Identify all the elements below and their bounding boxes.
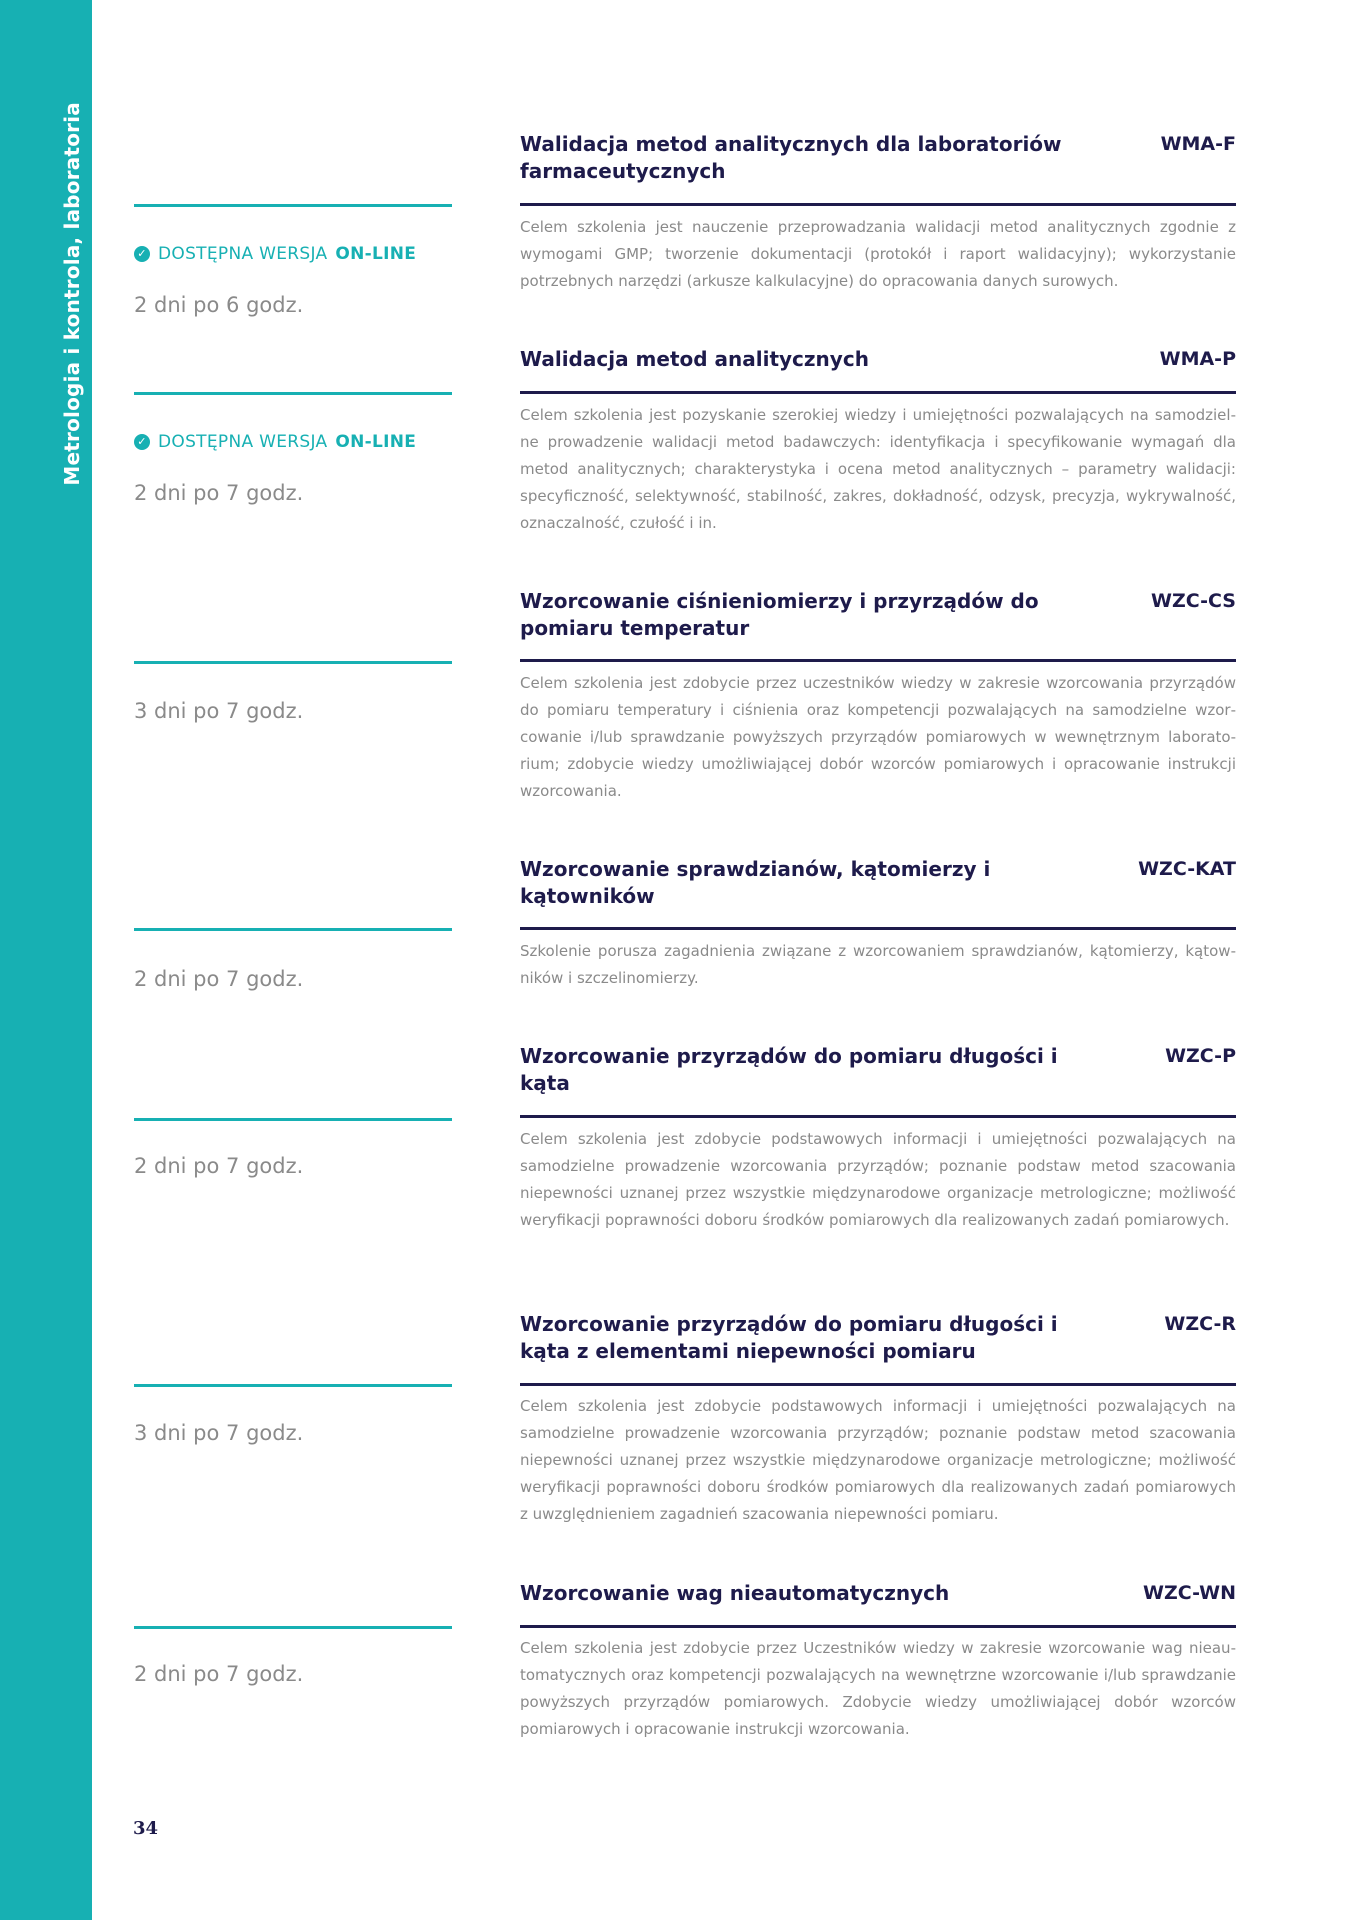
course-duration: 2 dni po 7 godz. <box>134 1154 304 1178</box>
course-title: Walidacja metod analitycznych <box>520 347 869 371</box>
meta-divider <box>134 1118 452 1121</box>
course-title: Wzorcowanie przyrządów do pomiaru długości i kąta z elementami niepewności pomiaru <box>520 1312 1058 1363</box>
course-title: Wzorcowanie wag nieautomatycznych <box>520 1581 950 1605</box>
check-circle-icon: ✓ <box>134 434 150 450</box>
course-code: WZC-P <box>1165 1045 1236 1067</box>
course-description: Celem szkolenia jest zdobycie podstawowych informacji i umiejętności pozwalających na samodzielne prowadzenie wzorcowania przyrządów; poznanie podstaw metod szacowania niepewności uznanej przez wszystkie międzynarodowe organizacje metrologiczne; możliwość weryfikacji poprawności doboru środków pomiarowych dla realizowanych zadań pomiarowych z uwzględnieniem zagadnień szacowania niepewności pomiaru. <box>520 1397 1236 1523</box>
course-code: WZC-WN <box>1142 1582 1236 1604</box>
title-divider <box>520 927 1236 930</box>
course-duration: 3 dni po 7 godz. <box>134 699 304 723</box>
meta-divider <box>134 204 452 207</box>
course-title: Wzorcowanie przyrządów do pomiaru długości i kąta <box>520 1044 1058 1095</box>
course-description: Celem szkolenia jest nauczenie przeprowadzania walidacji metod analitycznych zgodnie z wymogami GMP; tworzenie dokumentacji (protokół i raport walidacyjny); wykorzystanie potrzebnych narzędzi (arkusze kalkulacyjne) do opracowania danych surowych. <box>520 218 1236 290</box>
course-description: Celem szkolenia jest zdobycie przez Uczestników wiedzy w zakresie wzorcowanie wag nieautomatycznych oraz kompetencji pozwalających na wewnętrzne wzorcowanie i/lub sprawdzanie powyższych przyrządów pomiarowych. Zdobycie wiedzy umożliwiającej dobór wzorców pomiarowych i opracowanie instrukcji wzorcowania. <box>520 1639 1236 1738</box>
meta-divider <box>134 1626 452 1629</box>
course-title: Walidacja metod analitycznych dla laboratoriów farmaceutycznych <box>520 132 1062 183</box>
course-code: WMA-P <box>1159 348 1236 370</box>
course-description: Szkolenie porusza zagadnienia związane z wzorcowaniem sprawdzianów, kątomierzy, kątowników i szczelinomierzy. <box>520 942 1236 987</box>
online-badge <box>134 244 416 264</box>
course-duration: 2 dni po 7 godz. <box>134 967 304 991</box>
title-divider <box>520 391 1236 394</box>
online-badge-prefix: DOSTĘPNA WERSJA <box>158 432 328 452</box>
meta-divider <box>134 661 452 664</box>
online-badge-highlight: ON-LINE <box>335 244 417 264</box>
online-badge <box>134 432 416 452</box>
course-duration: 2 dni po 7 godz. <box>134 481 304 505</box>
course-description: Celem szkolenia jest zdobycie podstawowych informacji i umiejętności pozwalających na samodzielne prowadzenie wzorcowania przyrządów; poznanie podstaw metod szacowania niepewności uznanej przez wszystkie międzynarodowe organizacje metrologiczne; możliwość weryfikacji poprawności doboru środków pomiarowych dla realizowanych zadań pomiarowych. <box>520 1130 1236 1229</box>
course-code: WZC-KAT <box>1138 858 1236 880</box>
title-divider <box>520 1115 1236 1118</box>
course-code: WZC-CS <box>1151 590 1236 612</box>
course-duration: 2 dni po 7 godz. <box>134 1662 304 1686</box>
course-code: WMA-F <box>1160 133 1236 155</box>
meta-divider <box>134 1384 452 1387</box>
title-divider <box>520 659 1236 662</box>
online-badge-prefix: DOSTĘPNA WERSJA <box>158 244 328 264</box>
check-circle-icon: ✓ <box>134 246 150 262</box>
title-divider <box>520 1625 1236 1628</box>
page-number: 34 <box>133 1818 159 1839</box>
course-description: Celem szkolenia jest pozyskanie szerokiej wiedzy i umiejętności pozwalających na samodzielne prowadzenie walidacji metod badawczych: identyfikacja i specyfikowanie wymagań dla metod analitycznych; charakterystyka i ocena metod analitycznych – parametry walidacji: specyficzność, selektywność, stabilność, zakres, dokładność, odzysk, precyzja, wykrywalność, oznaczalność, czułość i in. <box>520 406 1236 532</box>
online-badge-highlight: ON-LINE <box>335 432 417 452</box>
title-divider <box>520 203 1236 206</box>
course-title: Wzorcowanie ciśnieniomierzy i przyrządów do pomiaru temperatur <box>520 589 1039 640</box>
title-divider <box>520 1383 1236 1386</box>
sidebar-band <box>0 0 92 1920</box>
course-description: Celem szkolenia jest zdobycie przez uczestników wiedzy w zakresie wzorcowania przyrządów do pomiaru temperatury i ciśnienia oraz kompetencji pozwalających na samodzielne wzorcowanie i/lub sprawdzanie powyższych przyrządów pomiarowych w wewnętrznym laboratorium; zdobycie wiedzy umożliwiającej dobór wzorców pomiarowych i opracowanie instrukcji wzorcowania. <box>520 674 1236 800</box>
course-duration: 2 dni po 6 godz. <box>134 293 304 317</box>
course-title: Wzorcowanie sprawdzianów, kątomierzy i kątowników <box>520 857 991 908</box>
meta-divider <box>134 928 452 931</box>
course-duration: 3 dni po 7 godz. <box>134 1421 304 1445</box>
section-title: Metrologia i kontrola, laboratoria <box>60 102 84 486</box>
course-code: WZC-R <box>1164 1313 1236 1335</box>
meta-divider <box>134 392 452 395</box>
